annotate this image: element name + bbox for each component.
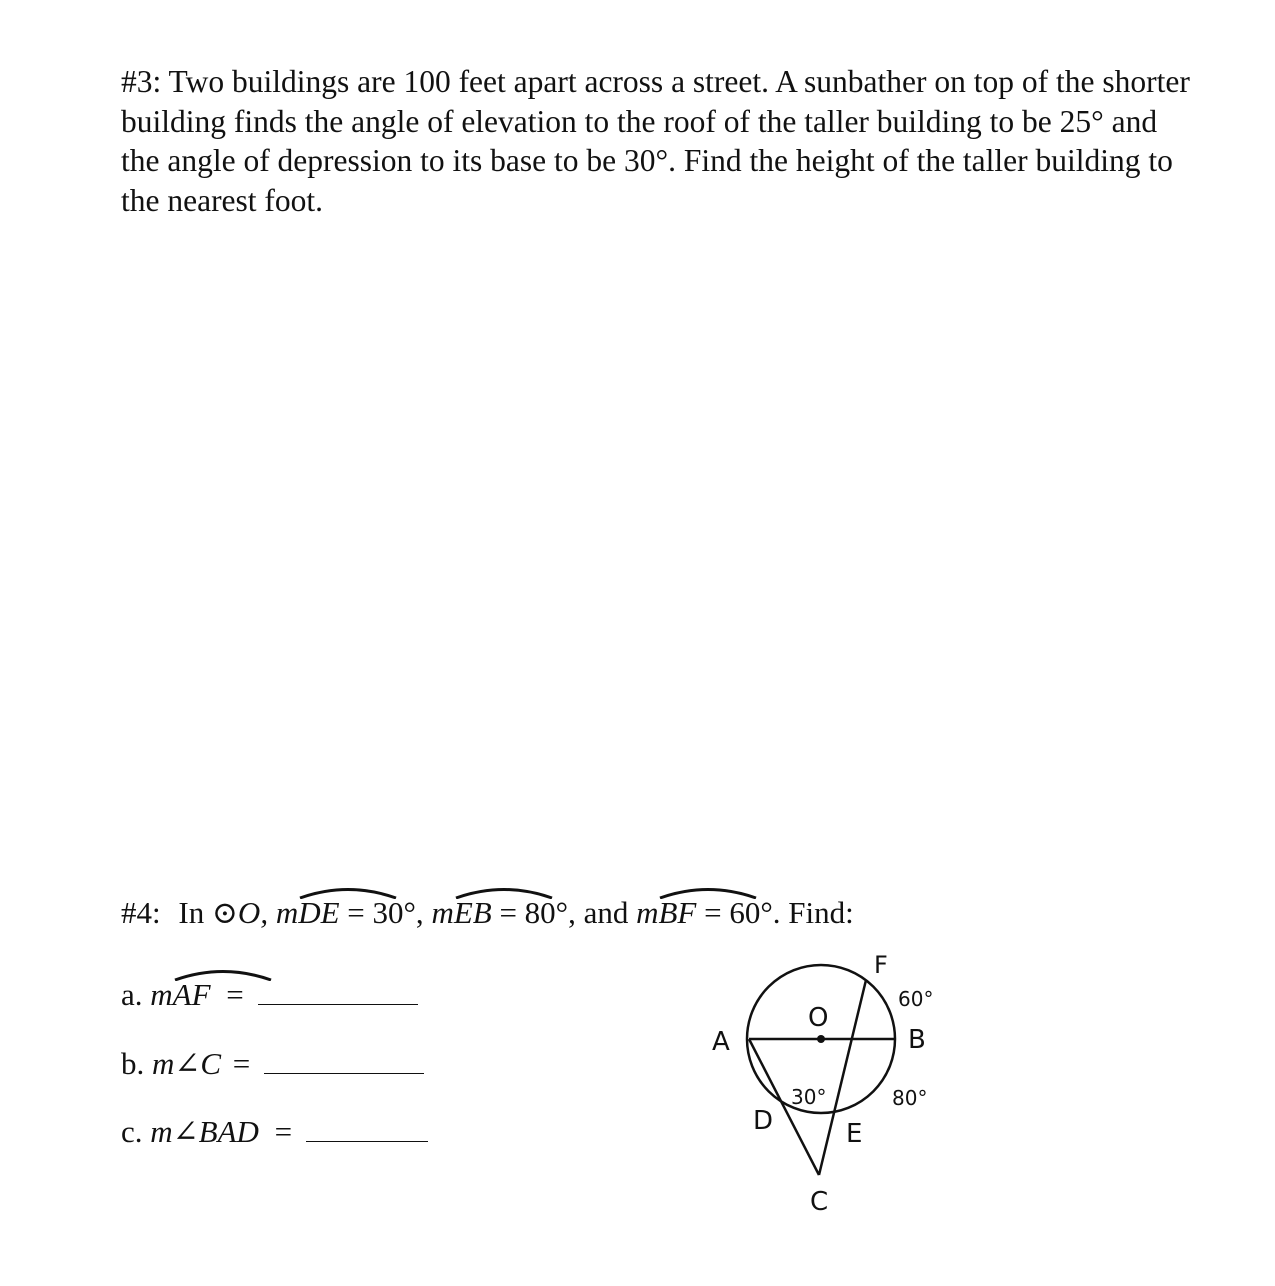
- part-b-equals: =: [232, 1046, 251, 1081]
- arc-eb: EB: [454, 893, 492, 933]
- circle-o-symbol: ⊙O,: [211, 895, 269, 930]
- label-c: C: [810, 1187, 829, 1217]
- part-c: [121, 1112, 428, 1152]
- part-c-letter: c.: [121, 1114, 143, 1149]
- problem-4-label: #4:: [121, 895, 161, 930]
- part-a-equals: =: [226, 977, 244, 1012]
- label-d: D: [753, 1106, 774, 1136]
- center-point-o: [817, 1035, 825, 1043]
- part-b-letter: b.: [121, 1046, 145, 1081]
- arc-de: DE: [298, 893, 339, 933]
- problem-4-in: In: [178, 895, 205, 930]
- label-e: E: [846, 1119, 863, 1149]
- measure-m-2: m: [431, 895, 454, 930]
- measure-m-1: m: [275, 895, 299, 930]
- part-b-answer-blank[interactable]: [264, 1047, 424, 1074]
- arc-hat-icon: [658, 887, 758, 899]
- arc-af: AF: [173, 975, 211, 1015]
- part-c-answer-blank[interactable]: [306, 1115, 428, 1142]
- measure-m-3: m: [636, 895, 659, 930]
- label-a: A: [712, 1027, 730, 1057]
- label-b: B: [908, 1025, 926, 1055]
- arc-bf-value: = 60°. Find:: [704, 895, 854, 930]
- part-a-m: m: [150, 977, 173, 1012]
- arc-hat-icon: [298, 887, 398, 899]
- part-a-answer-blank[interactable]: [258, 978, 418, 1005]
- arc-label-eb: 80°: [892, 1086, 928, 1110]
- part-a-letter: a.: [121, 977, 143, 1012]
- arc-label-bf: 60°: [898, 987, 934, 1011]
- arc-de-value: = 30°,: [347, 895, 424, 930]
- circle-diagram: [700, 940, 960, 1220]
- problem-3-text: #3: Two buildings are 100 feet apart across a street. A sunbather on top of the shorter building finds the angle of elevation to the roof of the taller building to be 25° and the angle of depression to its base to be 30°. Find the height of the taller building to the nearest foot.: [121, 64, 1190, 218]
- arc-bf: BF: [658, 893, 696, 933]
- arc-label-de: 30°: [791, 1085, 827, 1109]
- arc-hat-icon: [454, 887, 554, 899]
- arc-eb-value: = 80°, and: [499, 895, 629, 930]
- part-b-expr: m∠C: [152, 1046, 222, 1081]
- part-a: [121, 975, 418, 1015]
- part-c-equals: =: [274, 1114, 293, 1149]
- label-o: O: [808, 1003, 829, 1033]
- label-f: F: [874, 951, 888, 979]
- problem-4-header: [121, 893, 854, 933]
- arc-hat-icon: [173, 969, 273, 981]
- part-b: [121, 1044, 424, 1084]
- part-c-expr: m∠BAD: [150, 1114, 259, 1149]
